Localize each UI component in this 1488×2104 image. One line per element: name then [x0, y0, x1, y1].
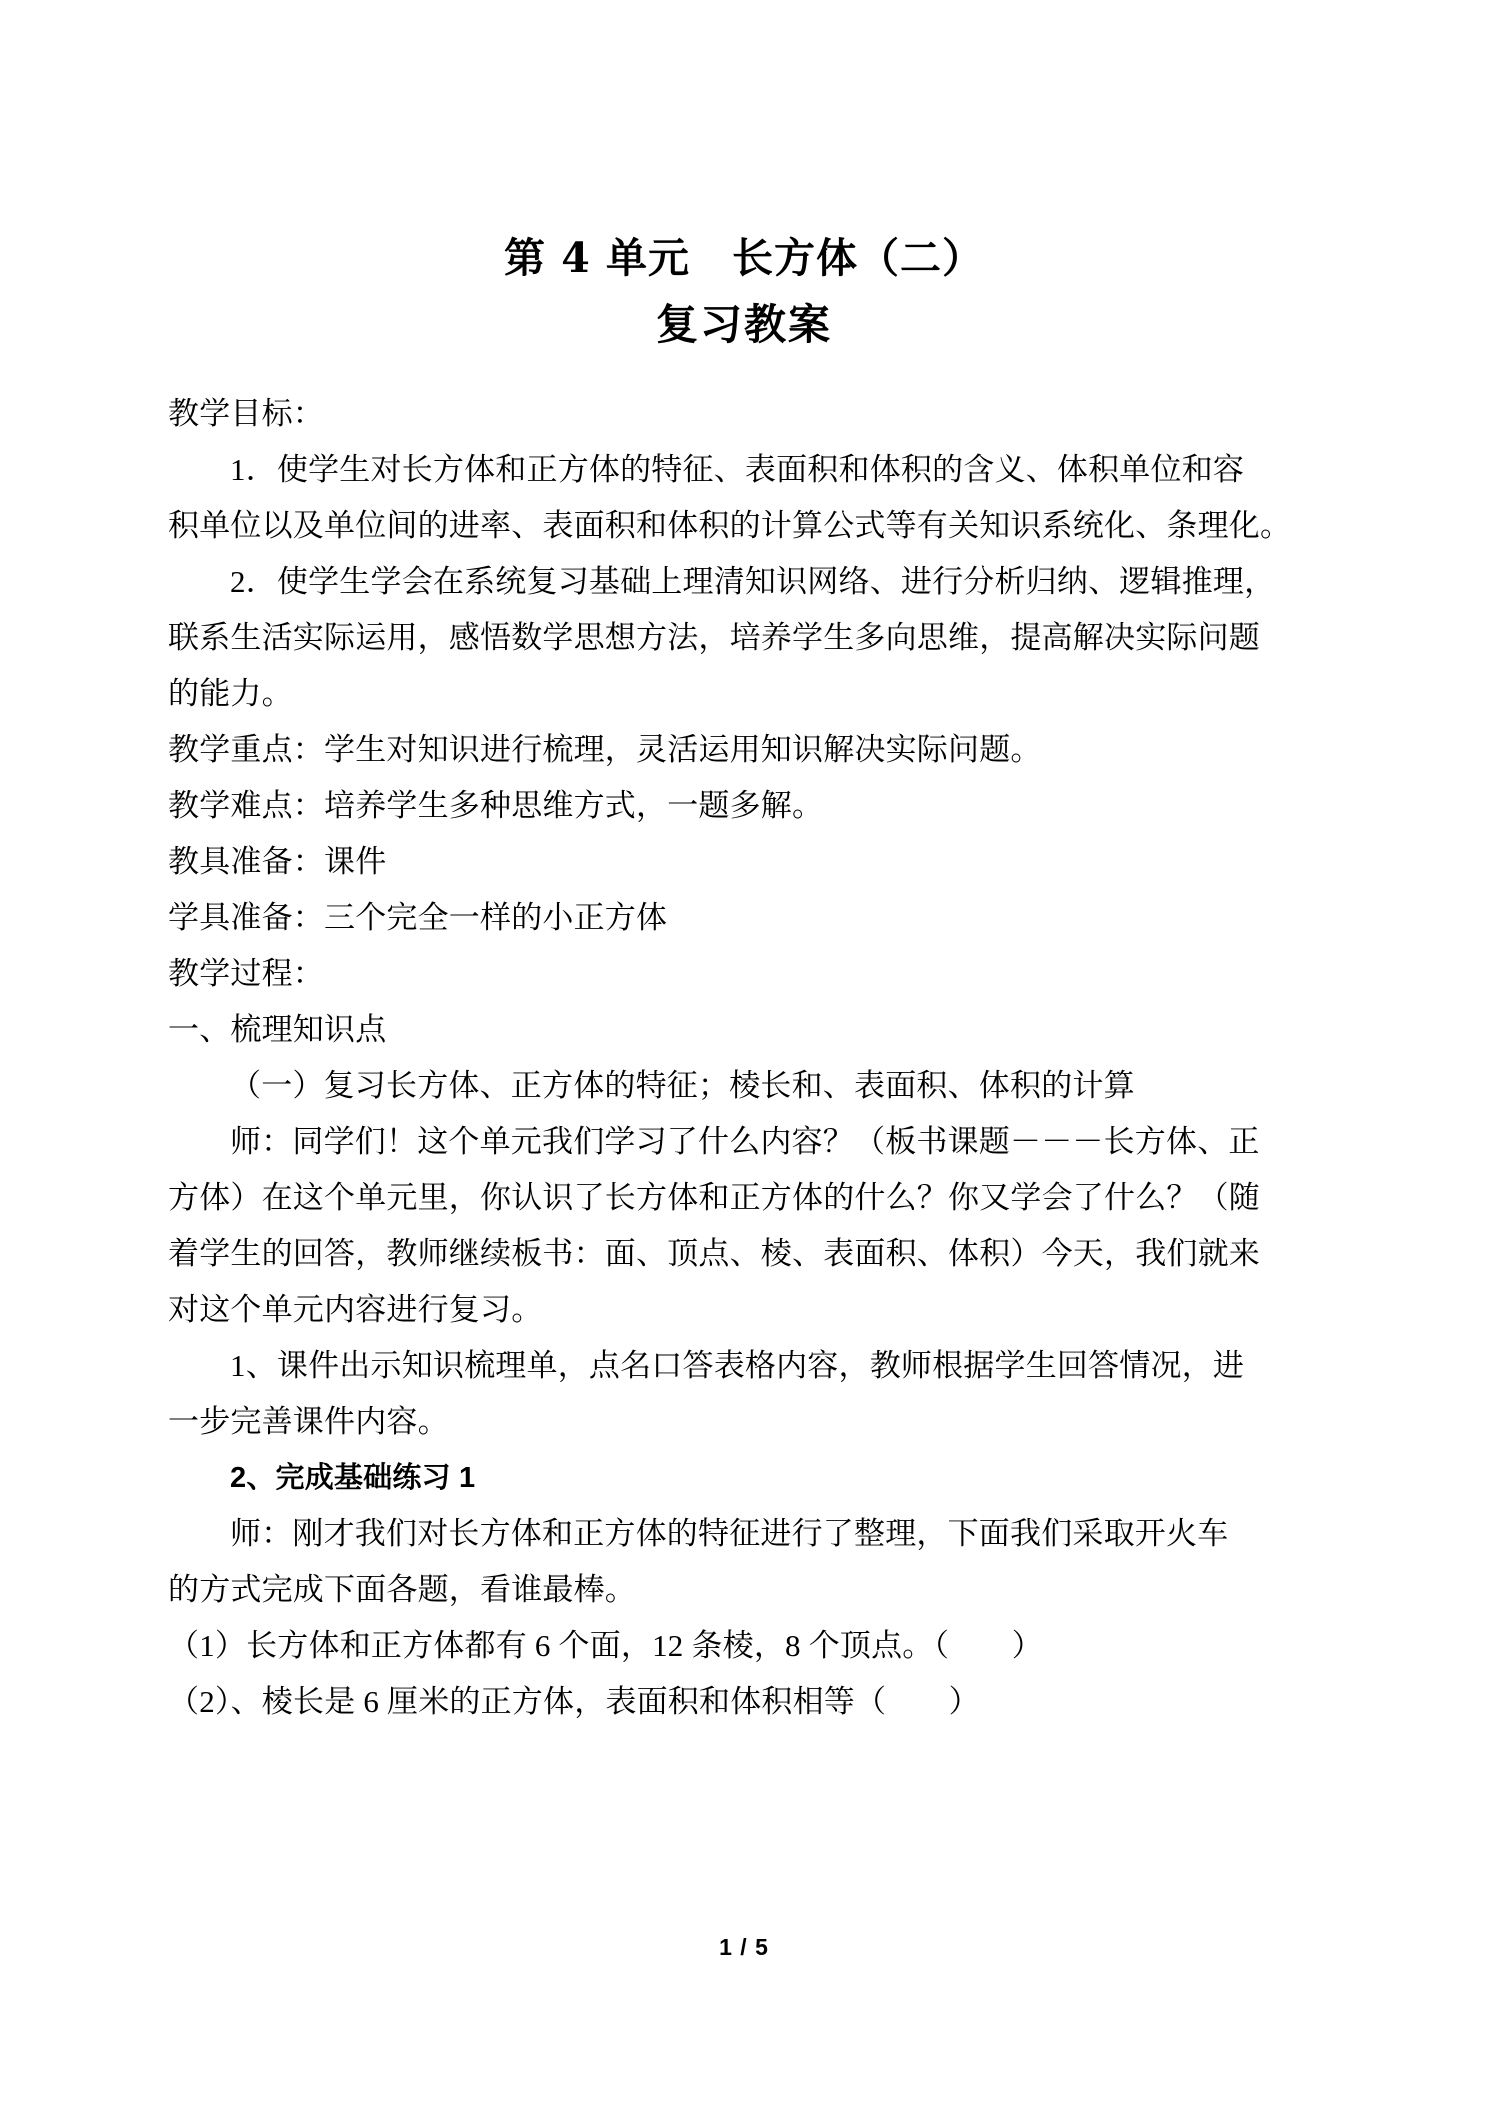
objective-1-line-1: 1．使学生对长方体和正方体的特征、表面积和体积的含义、体积单位和容 — [230, 452, 1245, 487]
objective-2-line-1: 2．使学生学会在系统复习基础上理清知识网络、进行分析归纳、逻辑推理， — [230, 564, 1276, 599]
section-one-heading: 一、梳理知识点 — [168, 1012, 387, 1047]
page-subtitle: 复习教案 — [655, 300, 832, 349]
objective-2-line-2: 联系生活实际运用，感悟数学思想方法，培养学生多向思维，提高解决实际问题 — [168, 620, 1260, 655]
objective-1-line-2: 积单位以及单位间的进率、表面积和体积的计算公式等有关知识系统化、条理化。 — [168, 508, 1292, 543]
difficult-point-line: 教学难点：培养学生多种思维方式，一题多解。 — [168, 788, 824, 823]
teacher-talk-2-line-1: 师：刚才我们对长方体和正方体的特征进行了整理，下面我们采取开火车 — [230, 1516, 1229, 1551]
learning-aids-line: 学具准备：三个完全一样的小正方体 — [168, 900, 668, 935]
teacher-talk-1-line-1: 师：同学们！这个单元我们学习了什么内容？（板书课题－－－长方体、正 — [230, 1124, 1260, 1159]
teacher-talk-1-line-3: 着学生的回答，教师继续板书：面、顶点、棱、表面积、体积）今天，我们就来 — [168, 1236, 1260, 1271]
teacher-talk-2-line-2: 的方式完成下面各题，看谁最棒。 — [168, 1572, 636, 1607]
page-title: 第 4 单元 长方体（二） — [503, 234, 985, 282]
exercise-item-1: （1）长方体和正方体都有 6 个面，12 条棱，8 个顶点。（ ） — [168, 1628, 1043, 1663]
document-content — [168, 0, 1320, 1730]
step-1-line-1: 1、课件出示知识梳理单，点名口答表格内容，教师根据学生回答情况，进 — [230, 1348, 1245, 1383]
objectives-heading: 教学目标： — [168, 396, 324, 431]
step-2-heading: 2、完成基础练习 1 — [230, 1462, 476, 1494]
teaching-aids-line: 教具准备：课件 — [168, 844, 387, 879]
step-1-line-2: 一步完善课件内容。 — [168, 1404, 449, 1439]
exercise-item-2: （2）、棱长是 6 厘米的正方体，表面积和体积相等（ ） — [168, 1684, 980, 1719]
process-heading: 教学过程： — [168, 956, 324, 991]
objective-2-line-3: 的能力。 — [168, 676, 293, 711]
page-footer: 1 / 5 — [719, 1934, 769, 1960]
teacher-talk-1-line-2: 方体）在这个单元里，你认识了长方体和正方体的什么？你又学会了什么？（随 — [168, 1180, 1260, 1215]
document-body — [168, 386, 1320, 1730]
teacher-talk-1-line-4: 对这个单元内容进行复习。 — [168, 1292, 543, 1327]
key-point-line: 教学重点：学生对知识进行梳理，灵活运用知识解决实际问题。 — [168, 732, 1042, 767]
subsection-one-heading: （一）复习长方体、正方体的特征；棱长和、表面积、体积的计算 — [230, 1068, 1135, 1103]
